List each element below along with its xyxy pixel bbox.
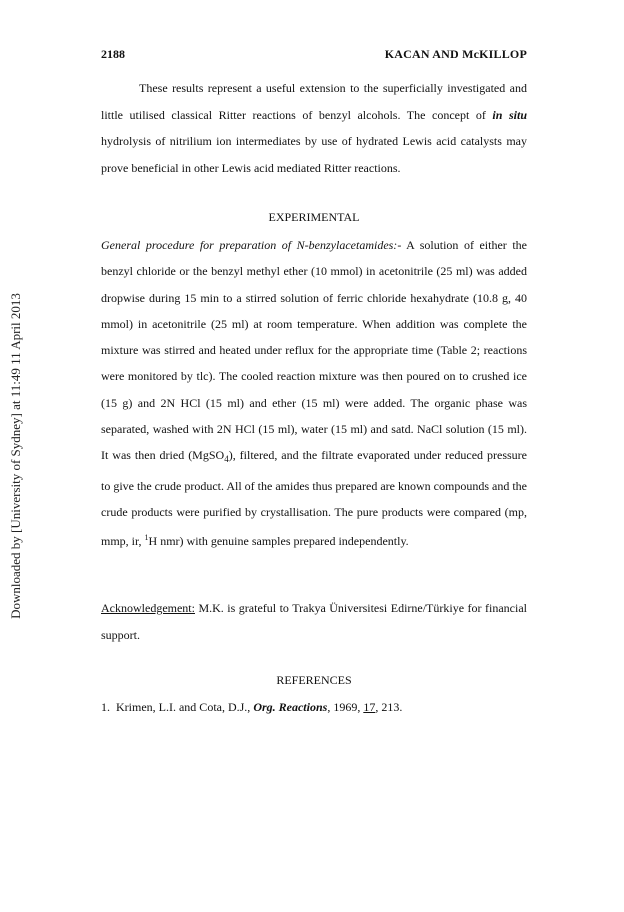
references-heading: REFERENCES	[276, 673, 352, 687]
intro-text-2: hydrolysis of nitrilium ion intermediates by use of hydrated Lewis acid catalysts may prove beneficial in other Lewis acid mediated Ritter reactions.	[101, 134, 527, 175]
subscript-4: 4	[224, 454, 229, 465]
reference-authors: Krimen, L.I. and Cota, D.J.,	[116, 700, 254, 714]
in-situ-term: in situ	[492, 107, 527, 122]
experimental-heading: EXPERIMENTAL	[268, 210, 360, 224]
experimental-body-1: - A solution of either the benzyl chloride or the benzyl methyl ether (10 mmol) in acetonitrile (25 ml) was added dropwise during 15 min to a stirred solution of ferric chloride hexahydrate (10.8 g, 40 mmol) in acetonitrile (25 ml) at room temperature. When addition was complete the mixture was stirred and heated under reflux for the appropriate time (Table 2; reactions were monitored by tlc). The cooled reaction mixture was then poured on to crushed ice (15 g) and 2N HCl (15 ml) and ether (15 ml) were added. The organic phase was separated, washed with 2N HCl (15 ml), water (15 ml) and satd. NaCl solution (15 ml). It was then dried (MgSO	[101, 238, 527, 463]
experimental-paragraph	[101, 232, 527, 555]
page-number: 2188	[101, 47, 125, 61]
experimental-body-3: H nmr) with genuine samples prepared independently.	[148, 534, 409, 549]
intro-paragraph	[101, 75, 527, 181]
superscript-1: 1	[144, 533, 149, 543]
experimental-body-2: ), filtered, and the filtrate evaporated under reduced pressure to give the crude product. All of the amides thus prepared are known compounds and the crude products were purified by crystallisation. The pure products were compared (mp, mmp, ir,	[101, 448, 527, 549]
acknowledgement-text: M.K. is grateful to Trakya Üniversitesi Edirne/Türkiye for financial support.	[101, 601, 527, 642]
procedure-subheading: General procedure for preparation of N-benzylacetamides:	[101, 238, 398, 252]
reference-pages: , 213.	[375, 700, 403, 714]
reference-volume: 17	[363, 700, 376, 714]
reference-item	[101, 697, 527, 717]
reference-year: , 1969,	[327, 700, 364, 714]
acknowledgement-paragraph	[101, 595, 527, 648]
reference-journal: Org. Reactions	[253, 700, 328, 714]
reference-number: 1.	[101, 700, 110, 714]
running-head: KACAN AND McKILLOP	[384, 47, 527, 61]
acknowledgement-label: Acknowledgement:	[101, 601, 195, 615]
intro-text-1: These results represent a useful extension to the superficially investigated and little utilised classical Ritter reactions of benzyl alcohols. The concept of	[101, 81, 527, 122]
reference-list	[101, 697, 527, 717]
download-watermark: Downloaded by [University of Sydney] at 11:49 11 April 2013	[8, 293, 23, 619]
